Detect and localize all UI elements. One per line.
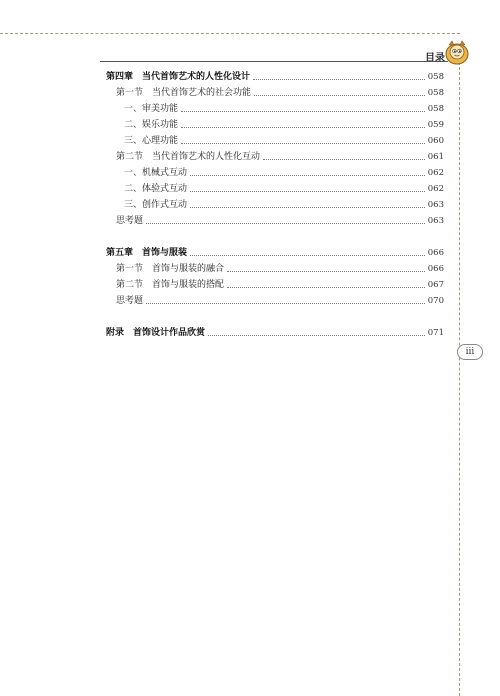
toc-page-number: 059	[427, 120, 444, 130]
toc-section-row[interactable]	[116, 86, 444, 100]
toc-entry-label: 第一节 首饰与服装的融合	[116, 264, 225, 274]
toc-entry-label: 第二节 首饰与服装的搭配	[116, 280, 225, 290]
toc-entry-label: 三、创作式互动	[124, 200, 188, 210]
toc-entry-label: 三、心理功能	[124, 136, 179, 146]
dot-leader	[227, 271, 425, 272]
dot-leader	[227, 287, 425, 288]
toc-item-row[interactable]	[124, 134, 444, 148]
toc-page-number: 066	[427, 248, 444, 258]
toc-chapter-row[interactable]	[106, 326, 444, 340]
dot-leader	[190, 207, 425, 208]
toc-page-number: 058	[427, 72, 444, 82]
toc-section-row[interactable]	[116, 214, 444, 228]
toc-entry-label: 第四章 当代首饰艺术的人性化设计	[106, 72, 251, 82]
toc-page-number: 060	[427, 136, 444, 146]
toc-entry-label: 二、娱乐功能	[124, 120, 179, 130]
toc-entry-label: 一、机械式互动	[124, 168, 188, 178]
dot-leader	[181, 111, 425, 112]
toc-page-number: 070	[427, 296, 444, 306]
dot-leader	[254, 95, 425, 96]
dot-leader	[263, 159, 425, 160]
toc-section-row[interactable]	[116, 278, 444, 292]
dot-leader	[181, 127, 425, 128]
toc-page-number: 058	[427, 88, 444, 98]
header-title: 目录	[425, 53, 445, 64]
toc-item-row[interactable]	[124, 198, 444, 212]
toc-page-number: 061	[427, 152, 444, 162]
toc-item-row[interactable]	[124, 102, 444, 116]
toc-chapter-row[interactable]	[106, 70, 444, 84]
dot-leader	[181, 143, 425, 144]
toc-page-number: 062	[427, 184, 444, 194]
toc-page-number: 066	[427, 264, 444, 274]
dot-leader	[190, 255, 425, 256]
dot-leader	[146, 223, 425, 224]
toc-item-row[interactable]	[124, 182, 444, 196]
toc-entry-label: 一、审美功能	[124, 104, 179, 114]
toc-entry-label: 思考题	[116, 296, 144, 306]
toc-page-number: 071	[427, 328, 444, 338]
toc-section-row[interactable]	[116, 262, 444, 276]
toc-chapter-row[interactable]	[106, 246, 444, 260]
toc-entry-label: 第五章 首饰与服装	[106, 248, 188, 258]
toc-entry-label: 第一节 当代首饰艺术的社会功能	[116, 88, 252, 98]
toc-entry-label: 第二节 当代首饰艺术的人性化互动	[116, 152, 261, 162]
toc-page-number: 058	[427, 104, 444, 114]
toc-page-number: 062	[427, 168, 444, 178]
dot-leader	[190, 175, 425, 176]
dot-leader	[190, 191, 425, 192]
page-number: iii	[457, 344, 483, 360]
toc-section-row[interactable]	[116, 294, 444, 308]
toc-item-row[interactable]	[124, 118, 444, 132]
toc-entry-label: 二、体验式互动	[124, 184, 188, 194]
toc-page-number: 067	[427, 280, 444, 290]
dot-leader	[146, 303, 425, 304]
toc-entry-label: 思考题	[116, 216, 144, 226]
dot-leader	[253, 79, 425, 80]
toc-page-number: 063	[427, 200, 444, 210]
toc-item-row[interactable]	[124, 166, 444, 180]
dot-leader	[208, 335, 425, 336]
toc-section-row[interactable]	[116, 150, 444, 164]
toc-page-number: 063	[427, 216, 444, 226]
toc-entry-label: 附录 首饰设计作品欣赏	[106, 328, 206, 338]
